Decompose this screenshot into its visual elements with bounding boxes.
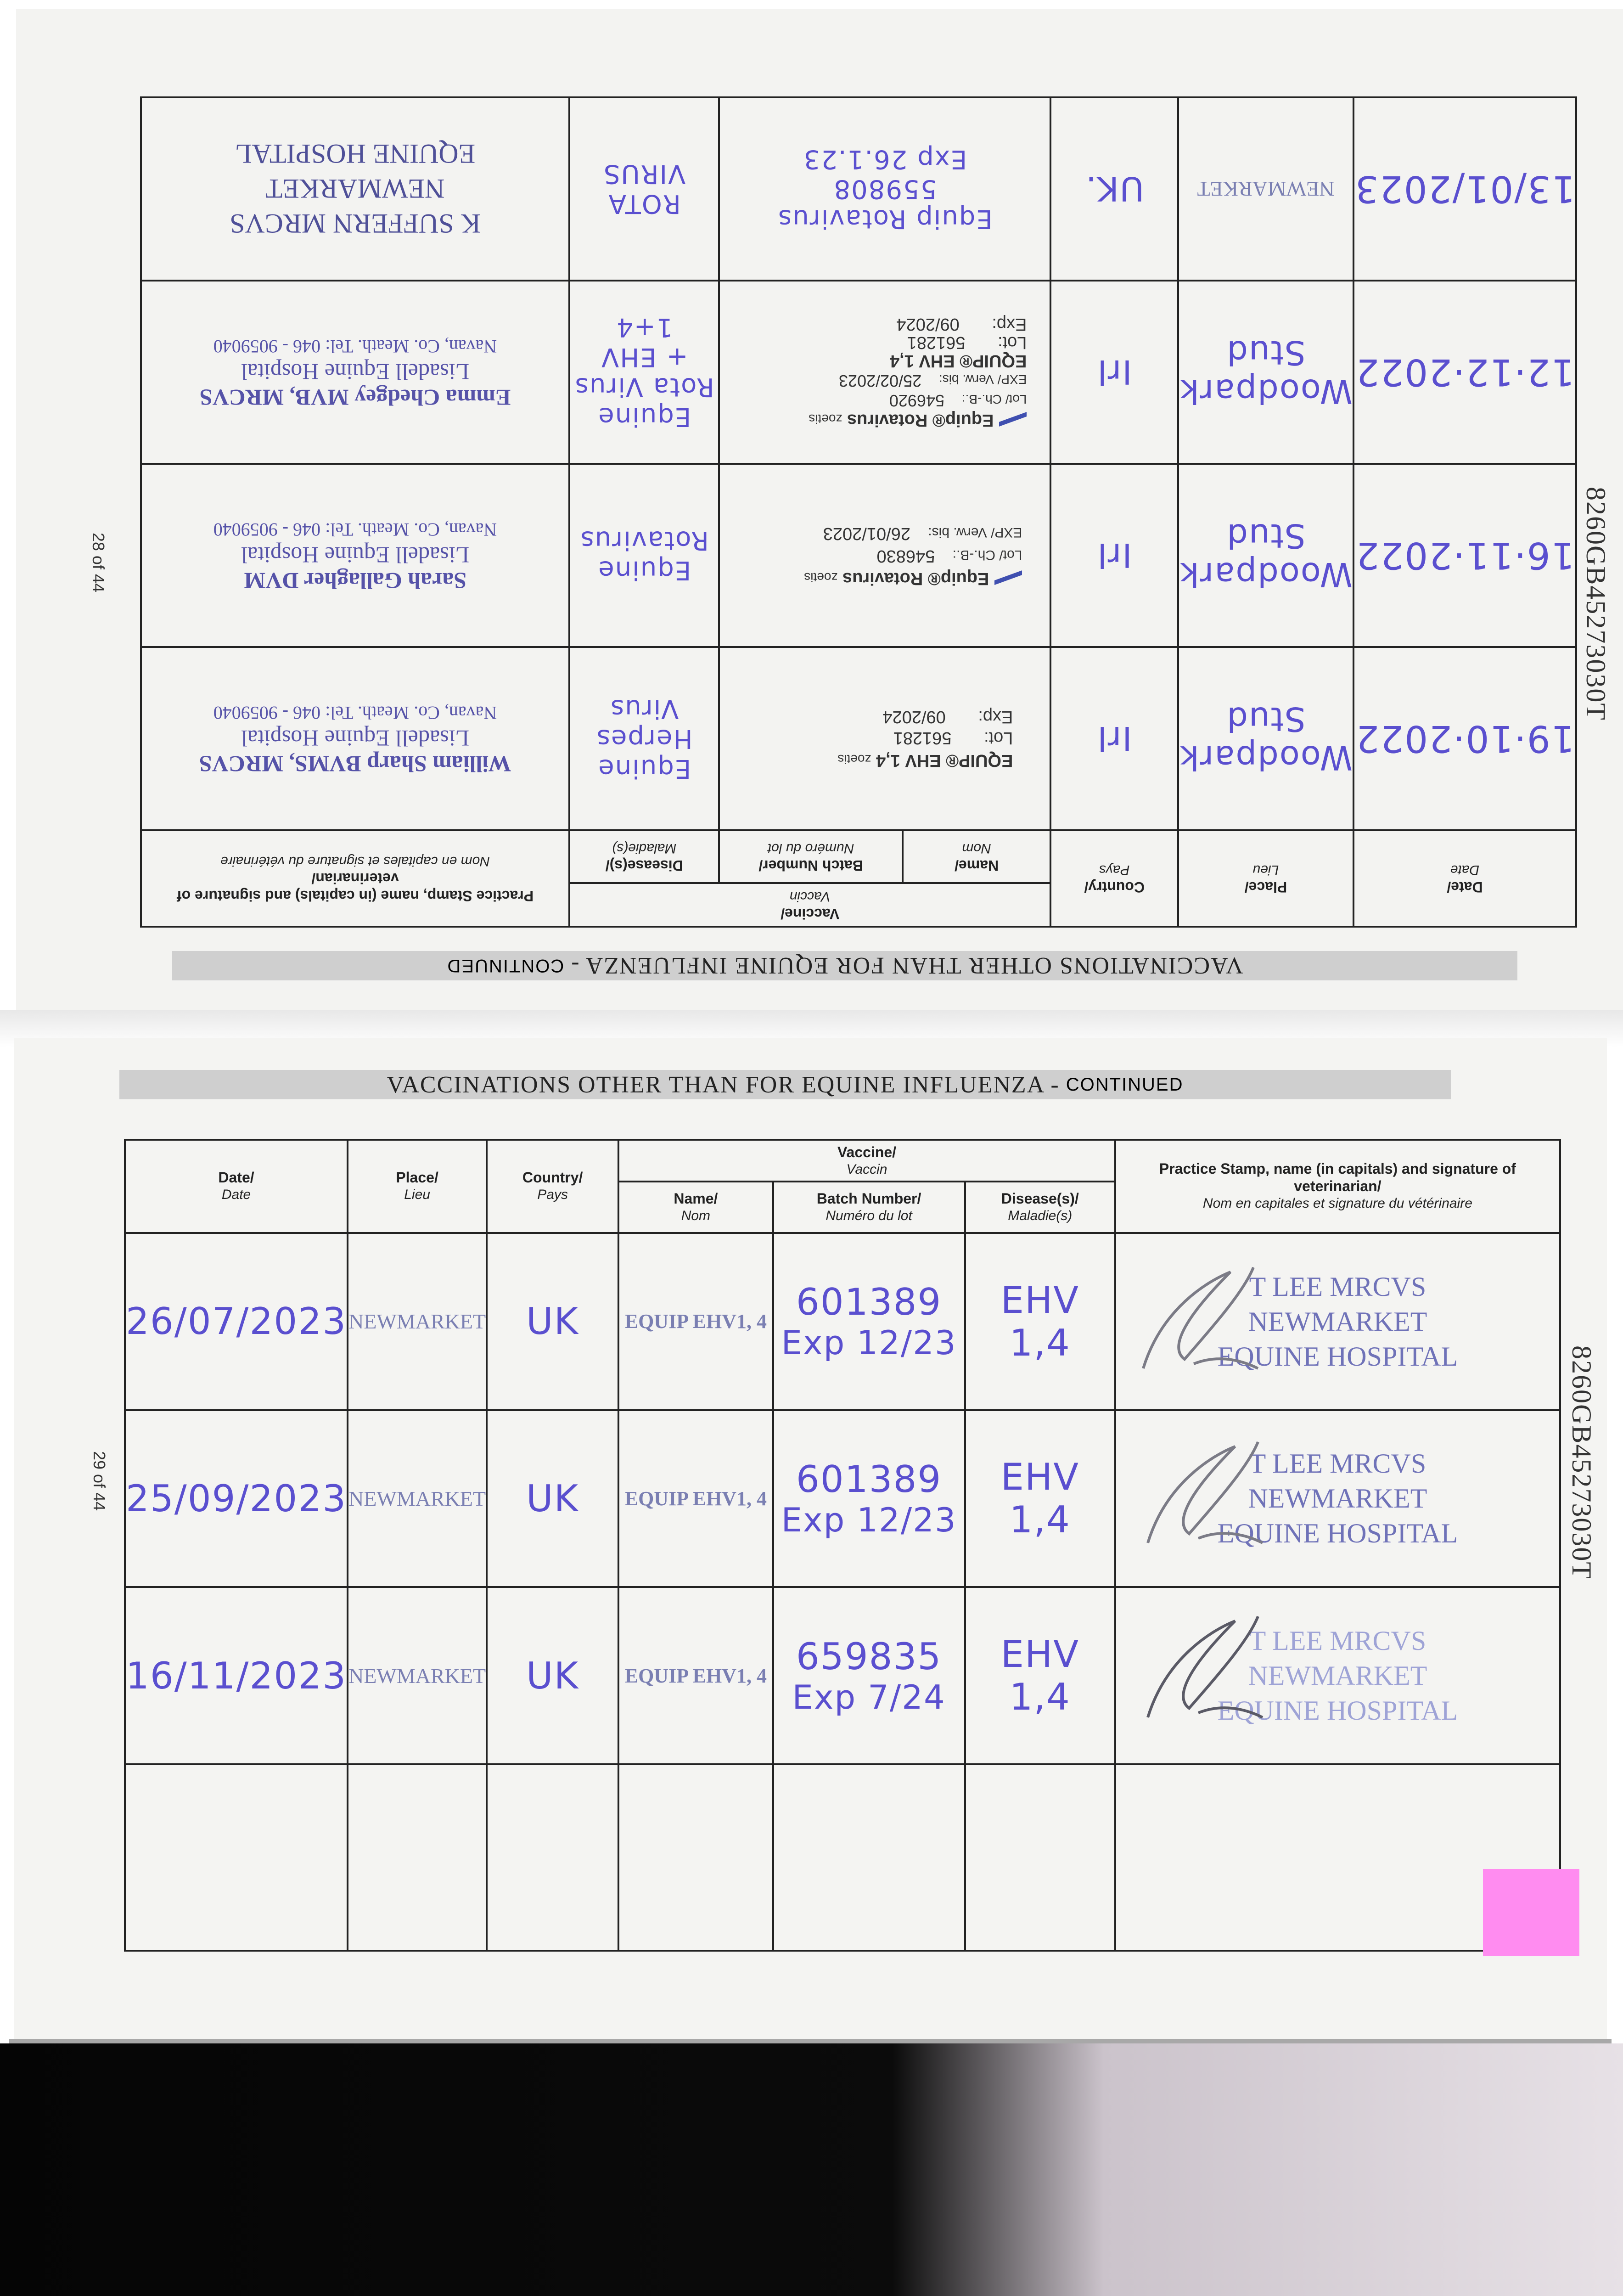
exp-label: Exp (792, 1677, 857, 1716)
vet-name: T LEE MRCVS (1249, 1626, 1426, 1656)
header-country: Country/ Pays (1050, 830, 1178, 927)
header-name: Name/ Nom (903, 830, 1051, 884)
banner-suffix: CONTINUED (1066, 1074, 1184, 1095)
table-row (125, 1764, 1560, 1951)
place-cell: NEWMARKET (348, 1233, 487, 1410)
exp-label: EXP/ Verw. bis: (928, 525, 1022, 540)
table-row (141, 97, 1576, 281)
passport-serial: 8260GB45273030T (1581, 487, 1611, 721)
header-date: Date/ Date (125, 1140, 348, 1233)
lot-label: Lot: (984, 728, 1013, 748)
country-cell: Irl (1050, 464, 1178, 647)
header-place: Place/ Lieu (348, 1140, 487, 1233)
vaccine-brand: zoetis (837, 752, 871, 766)
date-cell: 13/01/2023 (1353, 97, 1576, 281)
vet-name: Sarah Gallagher DVM (243, 568, 467, 594)
place-cell: Woodpark Stud (1178, 464, 1353, 647)
table-row (141, 464, 1576, 647)
practice-name: Lisadell Equine Hospital (241, 726, 470, 752)
country-cell: UK (487, 1410, 618, 1587)
header-date: Date/ Date (1353, 830, 1576, 927)
passport-page-28 (16, 9, 1623, 1033)
header-place: Place/ Lieu (1178, 830, 1353, 927)
batch-cell (773, 1764, 965, 1951)
vet-name: William Sharp BVMS, MRCVS (199, 751, 511, 777)
header-vaccine: Vaccine/ Vaccin (618, 1140, 1115, 1182)
expiry-date: 25/02/2023 (839, 371, 922, 390)
table-row (125, 1233, 1560, 1410)
banner-suffix: CONTINUED (446, 956, 564, 976)
vaccine-name-2: EQUIP® EHV 1,4 (890, 351, 1027, 371)
disease-cell: EHV 1,4 (965, 1233, 1115, 1410)
background-surface (0, 2043, 1623, 2296)
page-number: 28 of 44 (89, 532, 108, 592)
disease-cell: EHV 1,4 (965, 1587, 1115, 1764)
vaccine-name-cell: EQUIP EHV1, 4 (618, 1233, 773, 1410)
vet-signature (1129, 1603, 1267, 1740)
batch-number: 546830 (876, 546, 935, 566)
disease-cell: Equine Rota Virus + EHV 1+4 (569, 281, 719, 464)
disease-cell: EHV 1,4 (965, 1410, 1115, 1587)
place-cell: Woodpark Stud (1178, 281, 1353, 464)
place-cell: NEWMARKET (348, 1587, 487, 1764)
passport-page-29 (14, 1038, 1607, 2048)
date-cell (125, 1764, 348, 1951)
expiry-date: 7/24 (868, 1677, 946, 1716)
expiry-date: 26.1.23 (803, 144, 908, 174)
expiry-date-2: 09/2024 (896, 315, 960, 334)
batch-number: 561281 (893, 728, 952, 748)
country-cell (487, 1764, 618, 1951)
vaccine-name-cell: EQUIP EHV1, 4 (618, 1587, 773, 1764)
batch-number: 601389 (796, 1458, 942, 1501)
place-cell (348, 1764, 487, 1951)
date-cell: 12·12·2022 (1353, 281, 1576, 464)
header-name: Name/ Nom (618, 1182, 773, 1233)
country-cell: Irl (1050, 647, 1178, 830)
pink-tab-marker (1483, 1869, 1579, 1956)
table-row (141, 647, 1576, 830)
expiry-date: 09/2024 (882, 707, 946, 726)
vaccination-table-page-29 (124, 1139, 1561, 1952)
expiry-date: 12/23 (857, 1323, 957, 1362)
exp-label: Exp: (978, 707, 1013, 726)
vet-signature (1125, 1254, 1263, 1391)
vaccine-brand: zoetis (804, 570, 838, 585)
practice-address: EQUINE HOSPITAL (1217, 1518, 1458, 1549)
practice-address: Navan, Co. Meath. Tel: 046 - 9059040 (213, 703, 497, 724)
vaccine-name-cell: EQUIP EHV1, 4 (618, 1410, 773, 1587)
batch-cell (773, 1233, 965, 1410)
country-cell: UK (487, 1587, 618, 1764)
practice-stamp-cell (141, 281, 569, 464)
disease-cell: Equine Herpes Virus (569, 647, 719, 830)
date-cell: 25/09/2023 (125, 1410, 348, 1587)
section-banner (119, 1070, 1451, 1099)
practice-name: NEWMARKET (265, 174, 445, 204)
header-batch: Batch Number/ Numéro du lot (773, 1182, 965, 1233)
header-batch: Batch Number/ Numéro du lot (719, 830, 902, 884)
exp-label-2: Exp: (992, 315, 1027, 334)
vaccine-name: EQUIP® EHV 1,4 (876, 751, 1013, 770)
practice-stamp-cell (141, 464, 569, 647)
batch-number: 601389 (796, 1281, 942, 1324)
exp-label: EXP/ Verw. bis: (938, 372, 1027, 387)
practice-address: EQUINE HOSPITAL (1217, 1341, 1458, 1372)
practice-address: Navan, Co. Meath. Tel: 046 - 9059040 (213, 336, 497, 357)
table-row (125, 1587, 1560, 1764)
disease-cell: Equine Rotavirus (569, 464, 719, 647)
date-cell: 16·11·2022 (1353, 464, 1576, 647)
header-country: Country/ Pays (487, 1140, 618, 1233)
place-cell: Woodpark Stud (1178, 647, 1353, 830)
disease-cell (965, 1764, 1115, 1951)
batch-number: 546920 (889, 391, 944, 410)
place-cell: NEWMARKET (1178, 97, 1353, 281)
section-banner (172, 951, 1517, 980)
practice-stamp-cell (141, 647, 569, 830)
passport-serial: 8260GB45273030T (1567, 1345, 1597, 1580)
lot-label: Lot/ Ch.-B.: (961, 392, 1027, 406)
header-disease: Disease(s)/ Maladie(s) (569, 830, 719, 884)
vaccine-sticker (719, 281, 1050, 464)
vet-name: K SUFFERN MRCVS (230, 208, 481, 239)
lot-label: Lot/ Ch.-B.: (952, 547, 1022, 563)
table-row (125, 1410, 1560, 1587)
header-practice-stamp: Practice Stamp, name (in capitals) and signature of veterinarian/ Nom en capitales et signature du vétérinaire (141, 830, 569, 927)
disease-cell: ROTA VIRUS (569, 97, 719, 281)
header-disease: Disease(s)/ Maladie(s) (965, 1182, 1115, 1233)
vaccine-sticker (719, 97, 1050, 281)
table-row (141, 281, 1576, 464)
zoetis-logo-icon (999, 412, 1027, 427)
zoetis-logo-icon (994, 570, 1022, 585)
vaccine-name: Equip Rotavirus (777, 204, 993, 234)
vaccine-brand: zoetis (809, 412, 842, 426)
vaccine-name-cell (618, 1764, 773, 1951)
batch-cell (773, 1410, 965, 1587)
vet-signature (1129, 1428, 1267, 1566)
lot-label-2: Lot: (998, 333, 1027, 352)
vet-name: Emma Chedgey MVB, MRCVS (199, 385, 511, 411)
vaccine-name: Equip® Rotavirus (842, 569, 989, 588)
banner-title: VACCINATIONS OTHER THAN FOR EQUINE INFLUENZA - (387, 1071, 1060, 1098)
header-practice-stamp: Practice Stamp, name (in capitals) and signature of veterinarian/ Nom en capitales et signature du vétérinaire (1115, 1140, 1560, 1233)
batch-cell (773, 1587, 965, 1764)
practice-address: EQUINE HOSPITAL (1217, 1695, 1458, 1726)
exp-label: Exp (916, 144, 967, 174)
practice-name: NEWMARKET (1248, 1660, 1427, 1691)
place-cell: NEWMARKET (348, 1410, 487, 1587)
vaccine-name: Equip® Rotavirus (847, 411, 994, 430)
practice-name: Lisadell Equine Hospital (241, 542, 470, 568)
vaccine-sticker (719, 647, 1050, 830)
date-cell: 19·10·2022 (1353, 647, 1576, 830)
country-cell: UK. (1050, 97, 1178, 281)
header-vaccine: Vaccine/ Vaccin (569, 884, 1050, 927)
practice-name: Lisadell Equine Hospital (241, 359, 470, 385)
banner-title: VACCINATIONS OTHER THAN FOR EQUINE INFLUENZA - (570, 952, 1243, 979)
expiry-date: 26/01/2023 (823, 524, 910, 543)
vet-name: T LEE MRCVS (1249, 1271, 1426, 1302)
practice-address: Navan, Co. Meath. Tel: 046 - 9059040 (213, 519, 497, 540)
practice-name: NEWMARKET (1248, 1306, 1427, 1337)
practice-stamp-cell (141, 97, 569, 281)
vet-name: T LEE MRCVS (1249, 1448, 1426, 1479)
practice-name: NEWMARKET (1248, 1483, 1427, 1514)
vaccine-sticker (719, 464, 1050, 647)
expiry-date: 12/23 (857, 1500, 957, 1539)
exp-label: Exp (781, 1500, 846, 1539)
batch-number: 659835 (796, 1635, 942, 1678)
batch-number-2: 561281 (907, 333, 966, 352)
vaccination-table-page-28 (140, 96, 1577, 928)
country-cell: UK (487, 1233, 618, 1410)
country-cell: Irl (1050, 281, 1178, 464)
exp-label: Exp (781, 1323, 846, 1362)
practice-address: EQUINE HOSPITAL (235, 139, 476, 169)
date-cell: 26/07/2023 (125, 1233, 348, 1410)
date-cell: 16/11/2023 (125, 1587, 348, 1764)
batch-number: 559808 (833, 174, 937, 204)
page-number: 29 of 44 (90, 1451, 109, 1511)
